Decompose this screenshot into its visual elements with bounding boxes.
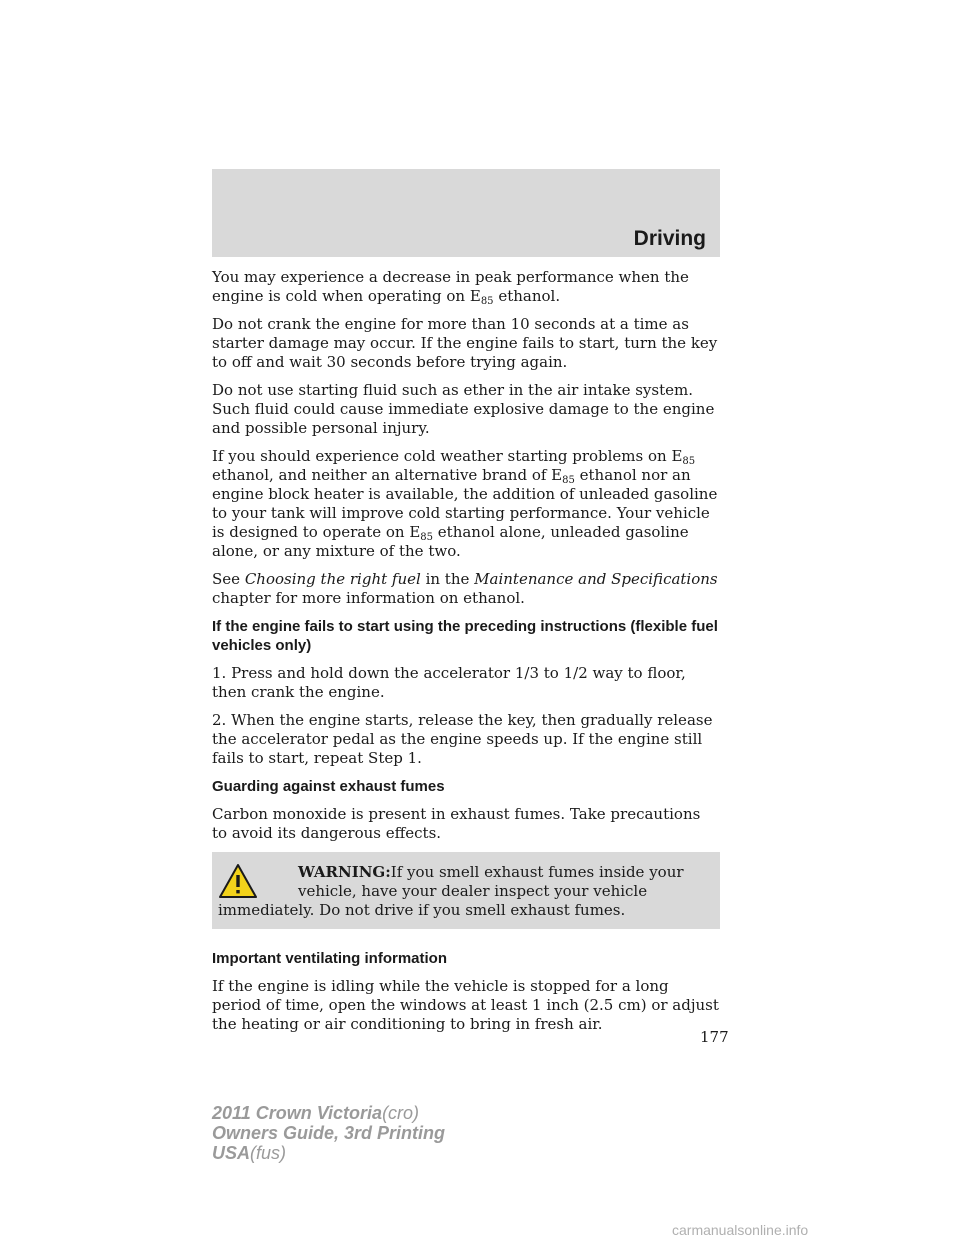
paragraph-cold-weather: If you should experience cold weather starting problems on $E_{85}$ ethanol, and neither an alternative brand of $E_{85}$ ethanol nor an engine block heater is available, the addition of unleaded gasoline to your tank will improve cold starting performance. Your vehicle is designed to operate on $E_{85}$ ethanol alone, unleaded gasoline alone, or any mixture of the two. bbox=[212, 447, 718, 560]
section-header-band bbox=[212, 169, 720, 257]
paragraph-see-reference: See Choosing the right fuel in the Maintenance and Specifications chapter for more information on ethanol. bbox=[212, 570, 718, 607]
watermark-text: carmanualsonline.info bbox=[672, 1222, 809, 1238]
heading-exhaust-fumes: Guarding against exhaust fumes bbox=[212, 778, 445, 795]
warning-label: WARNING: bbox=[298, 863, 391, 881]
warning-box bbox=[212, 852, 720, 929]
paragraph-carbon-monoxide: Carbon monoxide is present in exhaust fumes. Take precautions to avoid its dangerous effects. bbox=[212, 805, 701, 842]
paragraph-starting-fluid: Do not use starting fluid such as ether in the air intake system. Such fluid could cause immediate explosive damage to the engine and possible personal injury. bbox=[212, 381, 715, 437]
section-title: Driving bbox=[633, 227, 706, 250]
paragraph-peak-performance: You may experience a decrease in peak performance when the engine is cold when operating on $E_{85}$ ethanol. bbox=[212, 268, 689, 307]
heading-fails-to-start: If the engine fails to start using the preceding instructions (flexible fuel vehicles only) bbox=[212, 618, 718, 654]
warning-triangle-icon bbox=[218, 863, 258, 899]
paragraph-crank-limit: Do not crank the engine for more than 10 seconds at a time as starter damage may occur. If the engine fails to start, turn the key to off and wait 30 seconds before trying again. bbox=[212, 315, 718, 371]
reference-maintenance-chapter: Maintenance and Specifications bbox=[474, 570, 718, 588]
warning-text: If you smell exhaust fumes inside your vehicle, have your dealer inspect your vehicle immediately. Do not drive if you smell exhaust fumes. bbox=[218, 863, 684, 919]
reference-choosing-fuel: Choosing the right fuel bbox=[244, 570, 421, 588]
step-1: 1. Press and hold down the accelerator 1/3 to 1/2 way to floor, then crank the engine. bbox=[212, 664, 686, 701]
page-content bbox=[212, 268, 720, 1043]
page-number: 177 bbox=[700, 1028, 729, 1046]
paragraph-idling: If the engine is idling while the vehicle is stopped for a long period of time, open the windows at least 1 inch (2.5 cm) or adjust the heating or air conditioning to bring in fresh air. bbox=[212, 977, 719, 1033]
footer-line-3: USA(fus) bbox=[212, 1143, 287, 1163]
footer-print-info bbox=[212, 1103, 445, 1163]
step-2: 2. When the engine starts, release the key, then gradually release the accelerator pedal as the engine speeds up. If the engine still fails to start, repeat Step 1. bbox=[212, 711, 713, 767]
heading-ventilating: Important ventilating information bbox=[212, 950, 447, 967]
footer-line-1: 2011 Crown Victoria(cro) bbox=[212, 1103, 420, 1123]
footer-line-2: Owners Guide, 3rd Printing bbox=[212, 1123, 446, 1143]
